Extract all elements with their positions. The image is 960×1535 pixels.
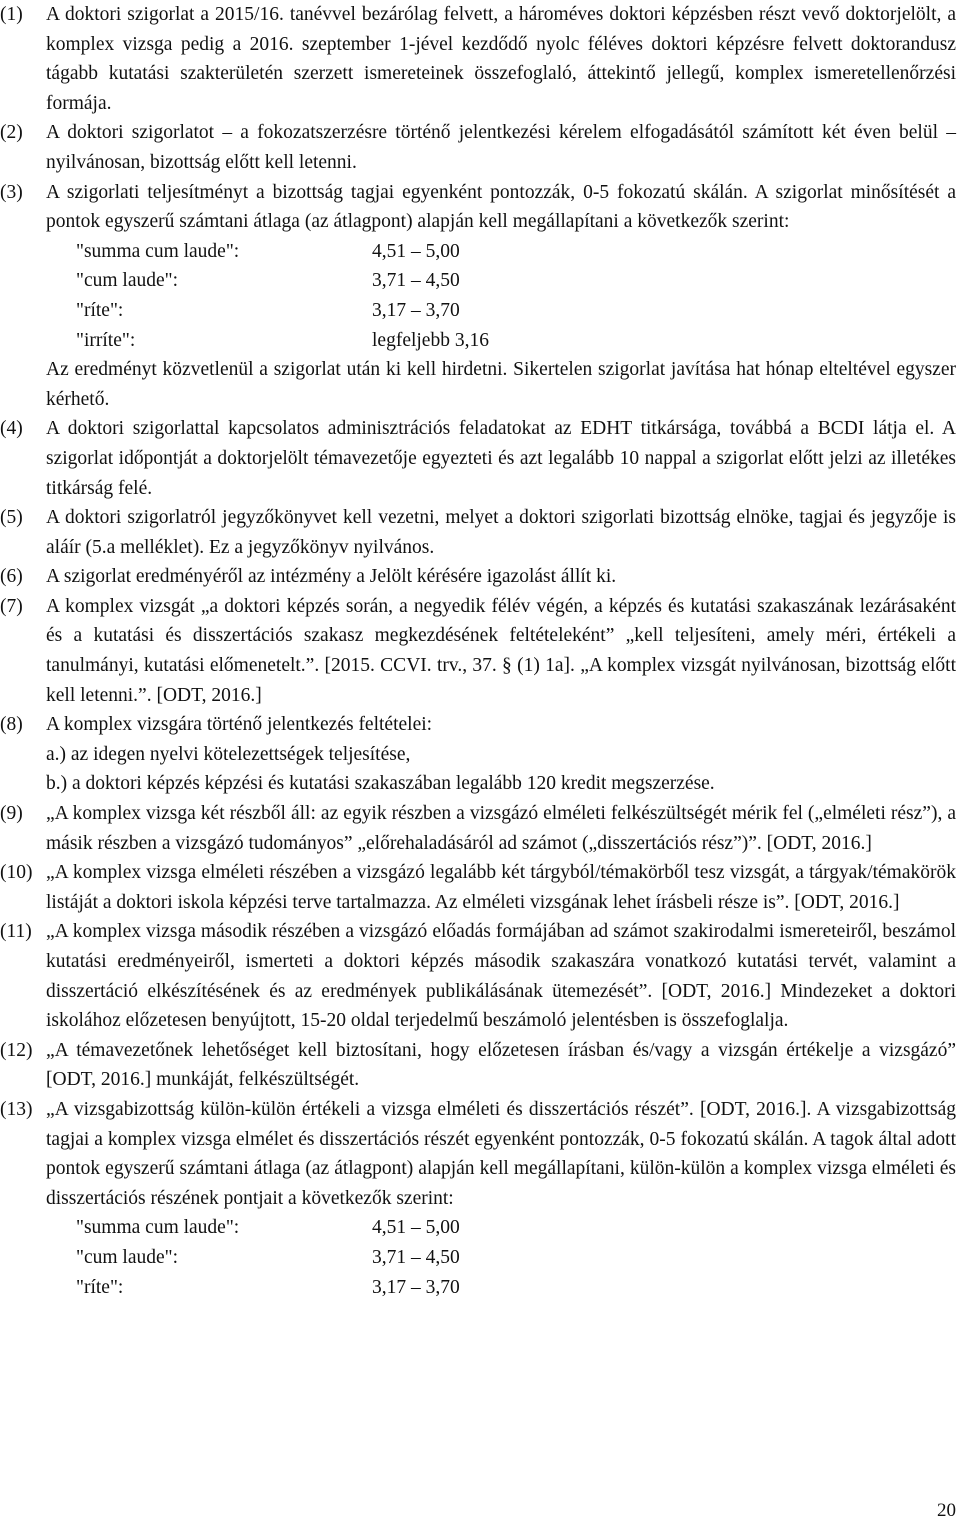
paragraph-number: (7) [0,595,23,617]
grade-name: "cum laude": [76,1246,179,1268]
paragraph-number: (5) [0,507,23,529]
paragraph [0,799,956,858]
paragraph [0,858,956,917]
grade-row [46,296,956,326]
paragraph [0,0,956,118]
grade-range: 4,51 – 5,00 [372,240,460,262]
paragraph [0,710,956,799]
grade-range: 3,71 – 4,50 [372,270,460,292]
grade-range: 4,51 – 5,00 [372,1217,460,1239]
grade-row [46,1243,956,1273]
paragraph-number: (3) [0,181,23,203]
paragraph-text: A doktori szigorlattal kapcsolatos adminisztrációs feladatokat az EDHT titkársága, továbbá a BCDI látja el. A szigorlat időpontját a doktorjelölt témavezetője egyezteti és azt legalább 10 nappal a szigorlat előtt jelzi az illetékes titkárság felé. [46,418,956,499]
grade-name: "irríte": [76,329,136,351]
paragraph-text: A komplex vizsgát „a doktori képzés során, a negyedik félév végén, a képzés és kutatási szakaszának lezárásaként és a kutatási és disszertációs szakasz megkezdésének feltételeként” „kell teljesíteni, amely méri, értékeli a tanulmányi, kutatási előmenetelt.”. [2015. CCVI. trv., 37. § (1) 1a]. „A komplex vizsgát nyilvánosan, bizottság előtt kell letenni.”. [ODT, 2016.] [46,595,956,706]
paragraph-text: „A komplex vizsga elméleti részében a vizsgázó legalább két tárgyból/témakörből tesz vizsgát, a tárgyak/témakörök listáját a doktori iskola képzési terve tartalmazza. Az elméleti vizsgának lehet írásbeli része is”. [ODT, 2016.] [46,862,956,913]
paragraph [0,178,956,415]
paragraph [0,503,956,562]
grade-table [46,237,956,355]
paragraph-number: (8) [0,714,23,736]
grade-row [46,326,956,356]
grade-name: "ríte": [76,299,124,321]
paragraph [0,118,956,177]
paragraph-number: (10) [0,862,33,884]
page-number: 20 [937,1500,956,1521]
paragraph [0,562,956,592]
paragraph-number: (4) [0,418,23,440]
paragraph-number: (9) [0,803,23,825]
list-item: a.) az idegen nyelvi kötelezettségek teljesítése, [46,743,411,765]
paragraph-text: „A komplex vizsga két részből áll: az egyik részben a vizsgázó elméleti felkészültségét mérik fel („elméleti rész”), a másik részben a vizsgázó tudományos” „előrehaladásáról ad számot („disszertációs rész”)”. [ODT, 2016.] [46,803,956,854]
grade-name: "ríte": [76,1276,124,1298]
paragraph-number: (2) [0,122,23,144]
grade-range: 3,17 – 3,70 [372,1276,460,1298]
paragraph-text: A doktori szigorlatot – a fokozatszerzésre történő jelentkezési kérelem elfogadásától számított két éven belül – nyilvánosan, bizottság előtt kell letenni. [46,122,956,173]
paragraph-text: A doktori szigorlatról jegyzőkönyvet kell vezetni, melyet a doktori szigorlati bizottság elnöke, tagjai és jegyzője is aláír (5.a melléklet). Ez a jegyzőkönyv nyilvános. [46,507,956,558]
paragraph-text: A komplex vizsgára történő jelentkezés feltételei: [46,714,433,736]
grade-range: legfeljebb 3,16 [372,329,489,351]
paragraph [0,917,956,1035]
paragraph-text: „A komplex vizsga második részében a vizsgázó előadás formájában ad számot szakirodalmi ismereteiről, beszámol kutatási eredményeiről, ismerteti a doktori képzés második szakaszára vonatkozó kutatási tervét, valamint a disszertáció elkészítésének és az eredmények publikálásának ütemezését”. [ODT, 2016.] Mindezeket a doktori iskolához előzetesen benyújtott, 15-20 oldal terjedelmű beszámoló jelentésben is összefoglalja. [46,921,956,1032]
grade-row [46,237,956,267]
list-item: b.) a doktori képzés képzési és kutatási szakaszában legalább 120 kredit megszerzése. [46,773,715,795]
paragraph [0,592,956,710]
grade-table [46,1213,956,1302]
grade-name: "cum laude": [76,270,179,292]
grade-row [46,1273,956,1303]
grade-range: 3,71 – 4,50 [372,1246,460,1268]
paragraph [0,1095,956,1302]
paragraph [0,414,956,503]
grade-row [46,1213,956,1243]
paragraph-text: A doktori szigorlat a 2015/16. tanévvel bezárólag felvett, a hároméves doktori képzésben részt vevő doktorjelölt, a komplex vizsga pedig a 2016. szeptember 1-jével kezdődő nyolc féléves doktori képzésre felvett doktorandusz tágabb kutatási szakterületén szerzett ismereteinek összefoglaló, áttekintő jellegű, komplex ismeretellenőrzési formája. [46,4,956,114]
grade-name: "summa cum laude": [76,1217,240,1239]
paragraph-text: „A témavezetőnek lehetőséget kell biztosítani, hogy előzetesen írásban és/vagy a vizsgán értékelje a vizsgázó” [ODT, 2016.] munkáját, felkészültségét. [46,1039,956,1091]
paragraph-number: (13) [0,1098,33,1120]
paragraph-text: A szigorlati teljesítményt a bizottság tagjai egyenként pontozzák, 0-5 fokozatú skálán. A szigorlat minősítését a pontok egyszerű számtani átlaga (az átlagpont) alapján kell megállapítani a következők szerint: [46,181,956,233]
paragraph-number: (11) [0,921,32,943]
paragraph-number: (1) [0,4,23,25]
paragraph-number: (12) [0,1039,33,1061]
paragraph-text: A szigorlat eredményéről az intézmény a Jelölt kérésére igazolást állít ki. [46,566,617,588]
paragraph-text: „A vizsgabizottság külön-külön értékeli a vizsga elméleti és disszertációs részét”. [ODT, 2016.]. A vizsgabizottság tagjai a komplex vizsga elmélet és disszertációs részét egyenként pontozzák, 0-5 fokozatú skálán. A tagok által adott pontok egyszerű számtani átlaga (az átlagpont) alapján kell megállapítani, külön-külön a komplex vizsga elméleti és disszertációs részének pontjait a következők szerint: [46,1098,956,1209]
grade-row [46,266,956,296]
paragraph [0,1036,956,1095]
paragraph-text-after: Az eredményt közvetlenül a szigorlat után ki kell hirdetni. Sikertelen szigorlat javítása hat hónap elteltével egyszer kérhető. [46,359,956,410]
grade-name: "summa cum laude": [76,240,240,262]
grade-range: 3,17 – 3,70 [372,299,460,321]
paragraph-number: (6) [0,566,23,588]
